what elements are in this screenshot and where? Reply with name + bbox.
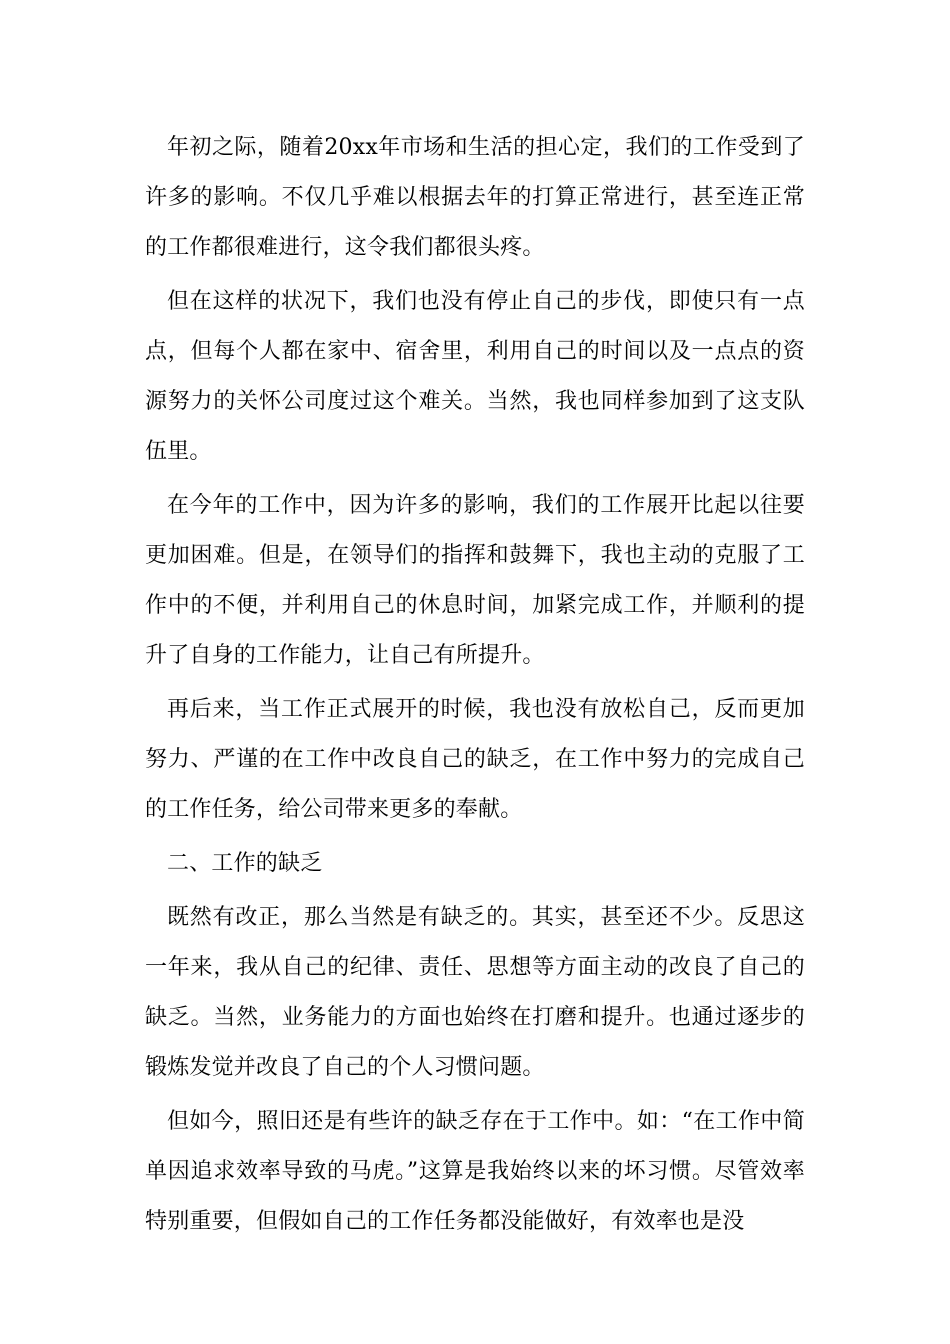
section-heading: 二、工作的缺乏 xyxy=(167,851,323,876)
paragraph-1: 年初之际，随着20xx年市场和生活的担心定，我们的工作受到了许多的影响。不仅几乎难以根据去年的打算正常进行，甚至连正常的工作都很难进行，这令我们都很头疼。 xyxy=(145,135,805,260)
paragraph-2: 但在这样的状况下，我们也没有停止自己的步伐，即使只有一点点，但每个人都在家中、宿舍里，利用自己的时间以及一点点的资源努力的关怀公司度过这个难关。当然，我也同样参加到了这支队伍里。 xyxy=(145,289,805,464)
paragraph-3: 在今年的工作中，因为许多的影响，我们的工作展开比起以往要更加困难。但是，在领导们的指挥和鼓舞下，我也主动的克服了工作中的不便，并利用自己的休息时间，加紧完成工作，并顺利的提升了自身的工作能力，让自己有所提升。 xyxy=(145,493,805,668)
paragraph-5: 既然有改正，那么当然是有缺乏的。其实，甚至还不少。反思这一年来，我从自己的纪律、责任、思想等方面主动的改良了自己的缺乏。当然，业务能力的方面也始终在打磨和提升。也通过逐步的锻炼发觉并改良了自己的个人习惯问题。 xyxy=(145,905,805,1080)
paragraph-6: 但如今，照旧还是有些许的缺乏存在于工作中。如：“在工作中简单因追求效率导致的马虎。”这算是我始终以来的坏习惯。尽管效率特别重要，但假如自己的工作任务都没能做好，有效率也是没 xyxy=(145,1109,805,1234)
document-body xyxy=(145,123,805,1251)
paragraph-4: 再后来，当工作正式展开的时候，我也没有放松自己，反而更加努力、严谨的在工作中改良自己的缺乏，在工作中努力的完成自己的工作任务，给公司带来更多的奉献。 xyxy=(145,697,805,822)
